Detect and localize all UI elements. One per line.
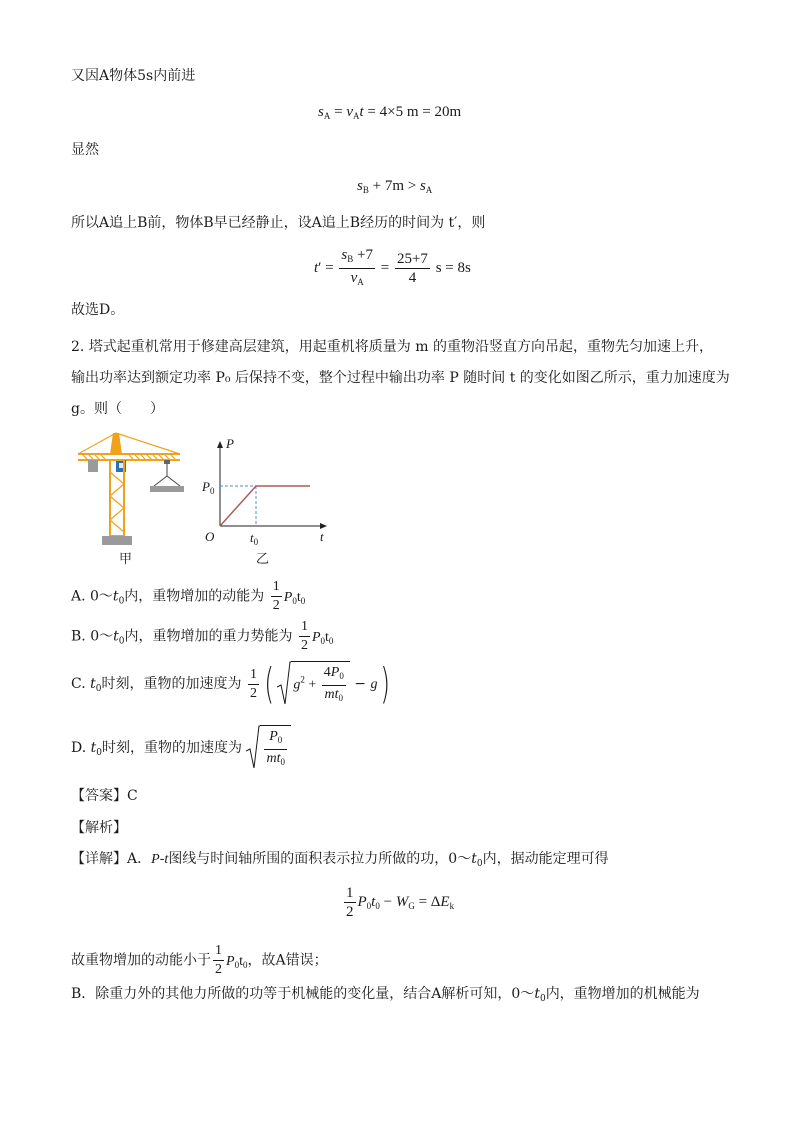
answer-line [71, 786, 138, 806]
question-stem-2: 输出功率达到额定功率 P₀ 后保持不变，整个过程中输出功率 P 随时间 t 的变化如图乙所示，重力加速度为 [71, 370, 730, 386]
option-a[interactable]: A. $0\sim t_0$内，重物增加的动能为 $\frac{1}{2}$ $P_0t_0$ [71, 579, 306, 613]
graph-x-label: t [320, 529, 324, 544]
graph-origin-label: O [205, 529, 215, 544]
tower-crane-figure [72, 430, 190, 548]
figure-caption-jia: 甲 [119, 552, 133, 567]
power-time-graph [198, 436, 338, 548]
answer-label: 【答案】 [71, 788, 127, 804]
detail-line-2: 故重物增加的动能小于 $\frac{1}{2}$ $P_0t_0$，故A错误； [71, 943, 328, 977]
question-stem-1 [71, 337, 713, 357]
detail-line-1: 【详解】A．P-t图线与时间轴所围的面积表示拉力所做的功，$0\sim t_0$内，据动能定理可得 [71, 851, 609, 869]
question-stem-3: g。则（ ） [71, 401, 164, 417]
text-line-4: 故选D。 [71, 302, 125, 318]
equation-1: $s_A = v_At = 4\times 5$ m = 20m [318, 104, 462, 121]
graph-y-label: P [226, 436, 234, 451]
analysis-label: 【解析】 [71, 820, 127, 836]
text-line-3: 所以A追上B前，物体B早已经静止，设A追上B经历的时间为 t′，则 [71, 215, 486, 231]
detail-line-3: B．除重力外的其他力所做的功等于机械能的变化量，结合A解析可知，$0\sim t_0$内，重物增加的机械能为 [71, 986, 700, 1004]
figure-caption-yi: 乙 [256, 552, 270, 567]
answer-value: C [127, 788, 138, 804]
equation-2: $s_B + 7m > s_A$ [357, 178, 433, 195]
power-curve [220, 486, 310, 526]
text-line-1: 又因A物体5s内前进 [71, 68, 196, 84]
equation-4: $\frac{1}{2}$ $P_0t_0 - W_G = \Delta E_k$ [346, 885, 455, 920]
text-line-2: 显然 [71, 142, 99, 158]
stem-text-1: 塔式起重机常用于修建高层建筑，用起重机将质量为 m 的重物沿竖直方向吊起，重物先匀加速上升， [88, 339, 713, 355]
graph-t0-label: $t_0$ [250, 530, 259, 547]
option-b[interactable]: B. $0\sim t_0$内，重物增加的重力势能为 $\frac{1}{2}$ $P_0t_0$ [71, 619, 334, 653]
option-c[interactable]: C. $t_0$时刻，重物的加速度为 $\frac{1}{2}$ ( $g^2$ + $\frac{4P_0}{mt_0}$ − g) [71, 659, 391, 708]
graph-p0-label: $P_0$ [202, 479, 215, 496]
equation-3: t′ = $\frac{s_B +7}{v_A}$ = $\frac{25+7}{4}$ s = 8s [314, 247, 471, 287]
question-number: 2. [71, 339, 85, 355]
option-d[interactable]: D. $t_0$时刻，重物的加速度为 $\frac{P_0}{mt_0}$ [71, 725, 291, 771]
